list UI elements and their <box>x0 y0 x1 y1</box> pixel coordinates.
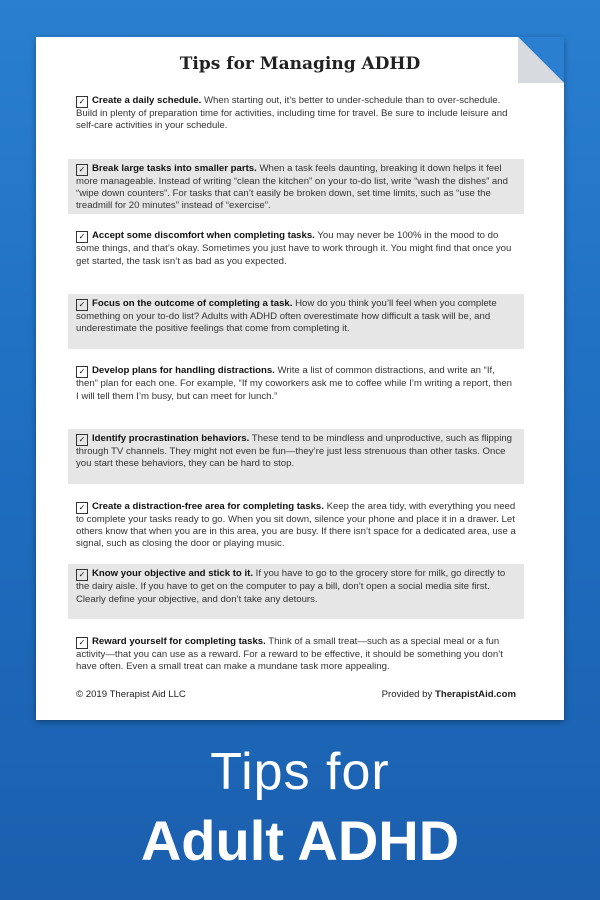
tip-body: Think of a small treat—such as a special meal or a fun activity—that you can use as a reward. For a reward to be effective, it should be something you don’t have often. Even a small treat can make a mundane task more appealing. <box>76 635 503 673</box>
tip-item <box>68 226 524 281</box>
copyright-text: © 2019 Therapist Aid LLC <box>76 689 186 700</box>
tip-item <box>68 91 524 146</box>
tip-title: Focus on the outcome of completing a task. <box>92 297 293 309</box>
tip-body: Keep the area tidy, with everything you need to complete your tasks ready to go. When you sit down, silence your phone and place it in a drawer. Let others know that when you are in this area, you are busy. If there isn’t space for a dedicated area, use a signal, such as closing the door or playing music. <box>76 500 516 550</box>
tip-title: Identify procrastination behaviors. <box>92 432 250 444</box>
checkbox-icon: ✓ <box>76 502 88 514</box>
provided-by-text <box>382 689 516 700</box>
checkbox-icon: ✓ <box>76 164 88 176</box>
tip-title: Know your objective and stick to it. <box>92 568 253 580</box>
tip-item <box>68 497 524 552</box>
tip-item <box>68 361 524 416</box>
tip-title: Accept some discomfort when completing tasks. <box>92 230 315 242</box>
provider-link[interactable]: TherapistAid.com <box>434 689 516 700</box>
tips-list <box>68 91 524 699</box>
checkbox-icon: ✓ <box>76 569 88 581</box>
tip-body: You may never be 100% in the mood to do some things, and that’s okay. Sometimes you just have to work through it. You might find that once you get started, the task isn’t as bad as you expected. <box>76 230 512 267</box>
tip-item <box>68 632 524 687</box>
tip-body: Write a list of common distractions, and write an “If, then” plan for each one. For example, “If my coworkers ask me to coffee while I’m writing a report, then I will tell them I’m busy, but can meet for lunch.” <box>76 365 512 402</box>
tip-item <box>68 429 524 484</box>
tip-title: Break large tasks into smaller parts. <box>92 162 257 174</box>
tip-title: Develop plans for handling distractions. <box>92 365 275 377</box>
checkbox-icon: ✓ <box>76 299 88 311</box>
caption-line-2: Adult ADHD <box>140 809 460 872</box>
tip-body: These tend to be mindless and unproductive, such as flipping through TV channels. They might not even be fun—they’re just less strenuous than other tasks. Once you start these behaviors, they can be hard to stop. <box>76 432 513 470</box>
provided-by-prefix: Provided by <box>381 689 435 700</box>
tip-body: When starting out, it’s better to under-schedule than to over-schedule. Build in plenty of preparation time for activities, including time for travel. Be sure to include leisure and self-care activities in your schedule. <box>76 95 508 132</box>
checkbox-icon: ✓ <box>76 366 88 378</box>
checkbox-icon: ✓ <box>76 96 88 108</box>
tip-item <box>68 159 524 214</box>
tip-body: If you have to go to the grocery store for milk, go directly to the dairy aisle. If you have to get on the computer to pay a bill, don’t open a social media site first. Clearly define your objective, and don’t take any detours. <box>76 568 506 605</box>
tip-item <box>68 294 524 349</box>
checkbox-icon: ✓ <box>76 434 88 446</box>
tip-body: How do you think you’ll feel when you complete something on your to-do list? Adults with ADHD often overestimate how difficult a task will be, and underestimate the positive feelings that come from completing it. <box>76 297 497 335</box>
checkbox-icon: ✓ <box>76 231 88 243</box>
worksheet-title: Tips for Managing ADHD <box>179 54 421 74</box>
tip-title: Create a distraction-free area for completing tasks. <box>92 500 324 512</box>
checkbox-icon: ✓ <box>76 637 88 649</box>
worksheet-page <box>36 37 564 720</box>
tip-body: When a task feels daunting, breaking it down helps it feel more manageable. Instead of writing “clean the kitchen” on your to-do list, write “wash the dishes” and “wipe down counters”. For tasks that can’t easily be broken down, set time limits, such as “use the treadmill for 20 minutes” instead of “exercise”. <box>76 162 508 212</box>
tip-item <box>68 564 524 619</box>
tip-title: Create a daily schedule. <box>92 95 202 106</box>
caption-line-1: Tips for <box>210 743 390 801</box>
tip-title: Reward yourself for completing tasks. <box>92 635 266 647</box>
